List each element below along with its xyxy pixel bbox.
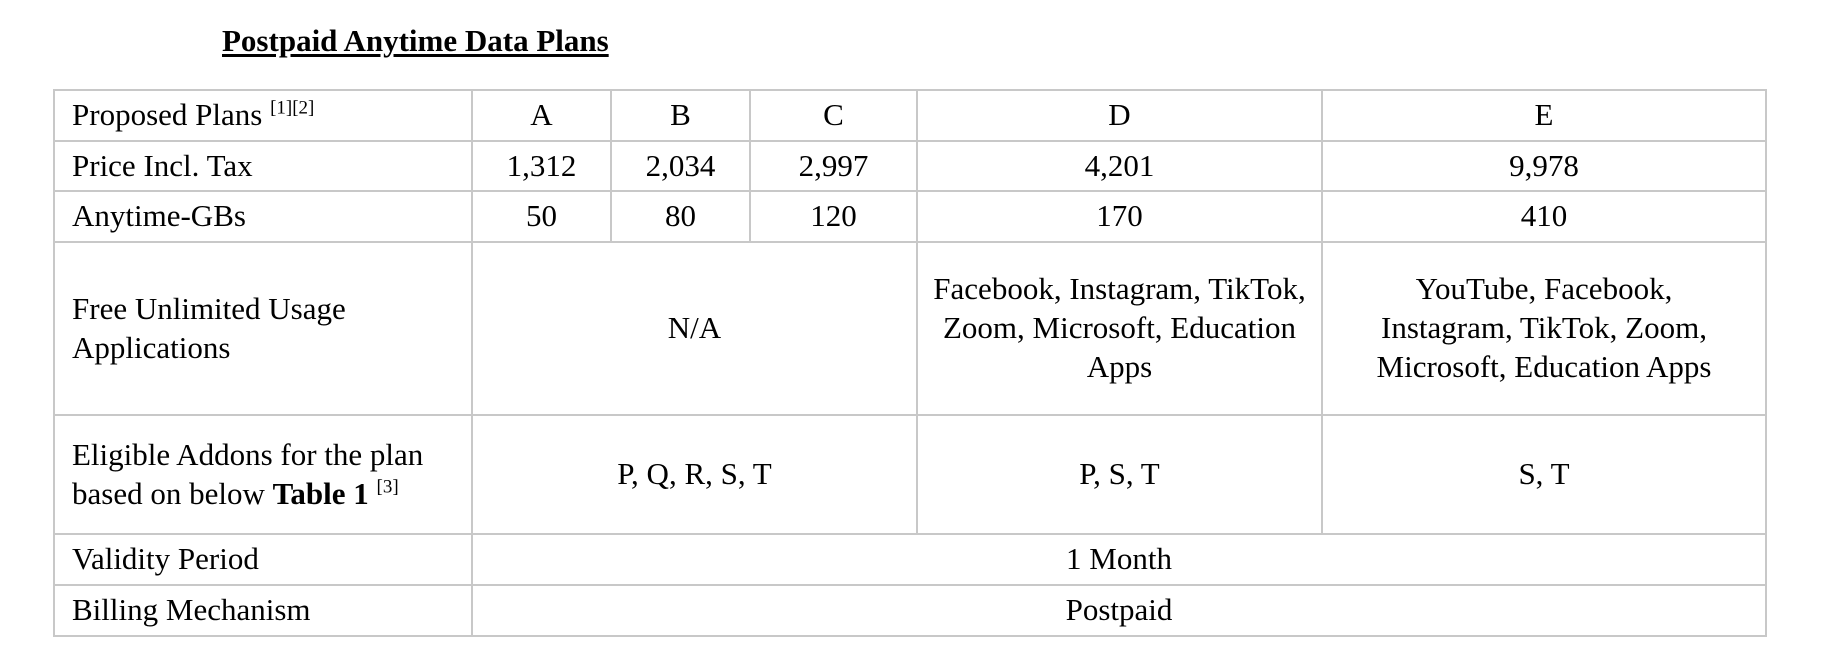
table-row-validity xyxy=(54,534,1766,585)
proposed-plans-label: Proposed Plans xyxy=(72,97,263,133)
plan-a-header: A xyxy=(472,90,611,141)
billing-label: Billing Mechanism xyxy=(54,585,472,636)
addons-label: Eligible Addons for the plan based on below xyxy=(72,436,424,511)
free-apps-plans-abc: N/A xyxy=(472,242,917,415)
plan-c-header: C xyxy=(750,90,917,141)
addons-table-ref: Table 1 xyxy=(272,475,369,511)
plan-d-header: D xyxy=(917,90,1322,141)
addons-plans-abc: P, Q, R, S, T xyxy=(472,415,917,534)
free-apps-plan-e: YouTube, Facebook, Instagram, TikTok, Zoom, Microsoft, Education Apps xyxy=(1322,242,1766,415)
table-row-billing xyxy=(54,585,1766,636)
gbs-plan-d: 170 xyxy=(917,191,1322,242)
plan-e-header: E xyxy=(1322,90,1766,141)
addons-label-cell xyxy=(54,415,472,534)
price-label: Price Incl. Tax xyxy=(54,141,472,191)
table-row-proposed-plans xyxy=(54,90,1766,141)
gbs-plan-a: 50 xyxy=(472,191,611,242)
table-row-free-apps xyxy=(54,242,1766,415)
table-row-anytime-gbs xyxy=(54,191,1766,242)
proposed-plans-label-cell xyxy=(54,90,472,141)
anytime-gbs-label: Anytime-GBs xyxy=(54,191,472,242)
validity-label: Validity Period xyxy=(54,534,472,585)
table-row-price xyxy=(54,141,1766,191)
price-plan-c: 2,997 xyxy=(750,141,917,191)
price-plan-d: 4,201 xyxy=(917,141,1322,191)
page-title: Postpaid Anytime Data Plans xyxy=(222,23,609,58)
billing-value: Postpaid xyxy=(472,585,1766,636)
addons-plan-e: S, T xyxy=(1322,415,1766,534)
addons-plan-d: P, S, T xyxy=(917,415,1322,534)
price-plan-a: 1,312 xyxy=(472,141,611,191)
proposed-plans-footnote: [1][2] xyxy=(270,97,315,119)
gbs-plan-b: 80 xyxy=(611,191,750,242)
plan-b-header: B xyxy=(611,90,750,141)
table-row-addons xyxy=(54,415,1766,534)
gbs-plan-c: 120 xyxy=(750,191,917,242)
addons-footnote: [3] xyxy=(376,476,399,498)
price-plan-e: 9,978 xyxy=(1322,141,1766,191)
validity-value: 1 Month xyxy=(472,534,1766,585)
free-apps-label: Free Unlimited Usage Applications xyxy=(54,242,472,415)
gbs-plan-e: 410 xyxy=(1322,191,1766,242)
free-apps-plan-d: Facebook, Instagram, TikTok, Zoom, Microsoft, Education Apps xyxy=(917,242,1322,415)
price-plan-b: 2,034 xyxy=(611,141,750,191)
data-plans-table xyxy=(53,89,1767,637)
